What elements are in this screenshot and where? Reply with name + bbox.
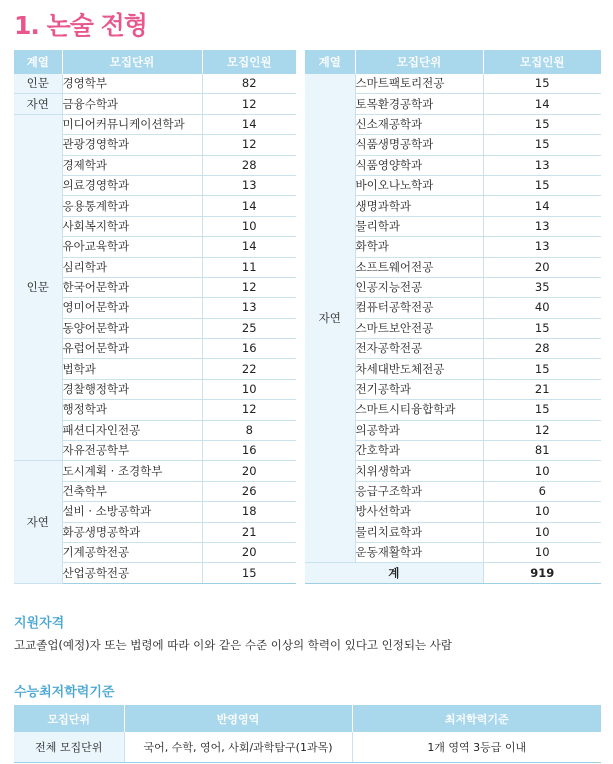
unit-count: 10 [483, 542, 601, 562]
unit-count: 11 [202, 257, 296, 277]
unit-count: 10 [483, 502, 601, 522]
unit-name: 물리치료학과 [355, 522, 483, 542]
admission-table-left [14, 50, 296, 584]
unit-name: 바이오나노학과 [355, 175, 483, 195]
unit-count: 21 [483, 379, 601, 399]
unit-count: 8 [202, 420, 296, 440]
unit-count: 14 [483, 196, 601, 216]
unit-count: 15 [202, 563, 296, 583]
unit-count: 28 [483, 339, 601, 359]
unit-name: 화공생명공학과 [62, 522, 202, 542]
unit-name: 차세대반도체전공 [355, 359, 483, 379]
unit-name: 생명과학과 [355, 196, 483, 216]
table-row [14, 94, 296, 114]
eligibility-heading: 지원자격 [14, 616, 65, 631]
unit-count: 15 [483, 74, 601, 94]
unit-count: 13 [202, 175, 296, 195]
unit-count: 13 [202, 298, 296, 318]
unit-name: 식품영양학과 [355, 155, 483, 175]
unit-count: 12 [202, 277, 296, 297]
unit-count: 40 [483, 298, 601, 318]
unit-name: 건축학부 [62, 481, 202, 501]
unit-name: 전기공학과 [355, 379, 483, 399]
unit-count: 22 [202, 359, 296, 379]
header-category: 계열 [14, 50, 62, 74]
unit-name: 운동재활학과 [355, 542, 483, 562]
unit-count: 18 [202, 502, 296, 522]
unit-count: 12 [202, 135, 296, 155]
unit-name: 패션디자인전공 [62, 420, 202, 440]
unit-count: 35 [483, 277, 601, 297]
unit-name: 경찰행정학과 [62, 379, 202, 399]
eligibility-text: 고교졸업(예정)자 또는 법령에 따라 이와 같은 수준 이상의 학력이 있다고 인정되는 사람 [14, 638, 452, 652]
header-count: 모집인원 [202, 50, 296, 74]
page-title: 1. 논술 전형 [14, 11, 147, 40]
unit-count: 13 [483, 216, 601, 236]
unit-count: 14 [483, 94, 601, 114]
criteria-header-unit: 모집단위 [14, 705, 124, 732]
unit-count: 26 [202, 481, 296, 501]
unit-count: 15 [483, 400, 601, 420]
unit-count: 15 [483, 318, 601, 338]
unit-name: 소프트웨어전공 [355, 257, 483, 277]
unit-count: 10 [483, 461, 601, 481]
unit-name: 한국어문학과 [62, 277, 202, 297]
unit-name: 컴퓨터공학전공 [355, 298, 483, 318]
category-cell: 인문 [14, 74, 62, 94]
category-cell: 자연 [14, 94, 62, 114]
unit-name: 관광경영학과 [62, 135, 202, 155]
unit-count: 21 [202, 522, 296, 542]
table-row [14, 74, 296, 94]
unit-name: 미디어커뮤니케이션학과 [62, 114, 202, 134]
unit-count: 10 [483, 522, 601, 542]
criteria-unit: 전체 모집단위 [14, 732, 124, 763]
unit-count: 15 [483, 175, 601, 195]
unit-count: 12 [202, 94, 296, 114]
unit-name: 스마트보안전공 [355, 318, 483, 338]
unit-count: 16 [202, 441, 296, 461]
criteria-table [14, 705, 601, 763]
unit-count: 12 [483, 420, 601, 440]
unit-count: 28 [202, 155, 296, 175]
unit-name: 기계공학전공 [62, 542, 202, 562]
unit-name: 물리학과 [355, 216, 483, 236]
unit-name: 심리학과 [62, 257, 202, 277]
unit-count: 81 [483, 441, 601, 461]
unit-name: 치위생학과 [355, 461, 483, 481]
unit-name: 금융수학과 [62, 94, 202, 114]
table-row [305, 74, 601, 94]
unit-count: 16 [202, 339, 296, 359]
unit-name: 의공학과 [355, 420, 483, 440]
criteria-header-standard: 최저학력기준 [352, 705, 601, 732]
unit-count: 13 [483, 155, 601, 175]
unit-name: 스마트팩토리전공 [355, 74, 483, 94]
category-cell: 자연 [14, 461, 62, 583]
header-unit: 모집단위 [355, 50, 483, 74]
unit-count: 10 [202, 379, 296, 399]
table-header-row [305, 50, 601, 74]
unit-count: 20 [202, 542, 296, 562]
unit-name: 설비 · 소방공학과 [62, 502, 202, 522]
unit-name: 유아교육학과 [62, 237, 202, 257]
unit-name: 신소재공학과 [355, 114, 483, 134]
category-cell: 인문 [14, 114, 62, 461]
unit-name: 도시계획 · 조경학부 [62, 461, 202, 481]
criteria-standard: 1개 영역 3등급 이내 [352, 732, 601, 763]
unit-name: 간호학과 [355, 441, 483, 461]
header-count: 모집인원 [483, 50, 601, 74]
unit-name: 토목환경공학과 [355, 94, 483, 114]
total-label: 계 [305, 563, 483, 583]
unit-count: 10 [202, 216, 296, 236]
unit-name: 경영학부 [62, 74, 202, 94]
unit-name: 응급구조학과 [355, 481, 483, 501]
unit-count: 13 [483, 237, 601, 257]
unit-name: 인공지능전공 [355, 277, 483, 297]
unit-count: 25 [202, 318, 296, 338]
criteria-header-area: 반영영역 [124, 705, 352, 732]
unit-name: 응용통계학과 [62, 196, 202, 216]
unit-name: 사회복지학과 [62, 216, 202, 236]
unit-name: 자유전공학부 [62, 441, 202, 461]
total-row [305, 563, 601, 583]
unit-name: 경제학과 [62, 155, 202, 175]
unit-count: 82 [202, 74, 296, 94]
unit-count: 15 [483, 135, 601, 155]
criteria-heading: 수능최저학력기준 [14, 685, 115, 700]
header-unit: 모집단위 [62, 50, 202, 74]
unit-name: 행정학과 [62, 400, 202, 420]
unit-count: 15 [483, 359, 601, 379]
table-row [14, 461, 296, 481]
admission-table-right [305, 50, 601, 584]
criteria-row [14, 732, 601, 763]
unit-name: 영미어문학과 [62, 298, 202, 318]
total-count: 919 [483, 563, 601, 583]
unit-name: 산업공학전공 [62, 563, 202, 583]
unit-name: 스마트시티융합학과 [355, 400, 483, 420]
category-cell: 자연 [305, 74, 355, 563]
unit-count: 14 [202, 196, 296, 216]
unit-count: 20 [483, 257, 601, 277]
unit-name: 동양어문학과 [62, 318, 202, 338]
unit-name: 화학과 [355, 237, 483, 257]
unit-count: 14 [202, 237, 296, 257]
table-header-row [14, 50, 296, 74]
table-row [14, 114, 296, 134]
criteria-header-row [14, 705, 601, 732]
unit-count: 20 [202, 461, 296, 481]
header-category: 계열 [305, 50, 355, 74]
unit-count: 14 [202, 114, 296, 134]
unit-name: 의료경영학과 [62, 175, 202, 195]
unit-count: 12 [202, 400, 296, 420]
unit-name: 전자공학전공 [355, 339, 483, 359]
unit-count: 6 [483, 481, 601, 501]
criteria-area: 국어, 수학, 영어, 사회/과학탐구(1과목) [124, 732, 352, 763]
unit-count: 15 [483, 114, 601, 134]
unit-name: 식품생명공학과 [355, 135, 483, 155]
unit-name: 유럽어문학과 [62, 339, 202, 359]
unit-name: 방사선학과 [355, 502, 483, 522]
unit-name: 법학과 [62, 359, 202, 379]
